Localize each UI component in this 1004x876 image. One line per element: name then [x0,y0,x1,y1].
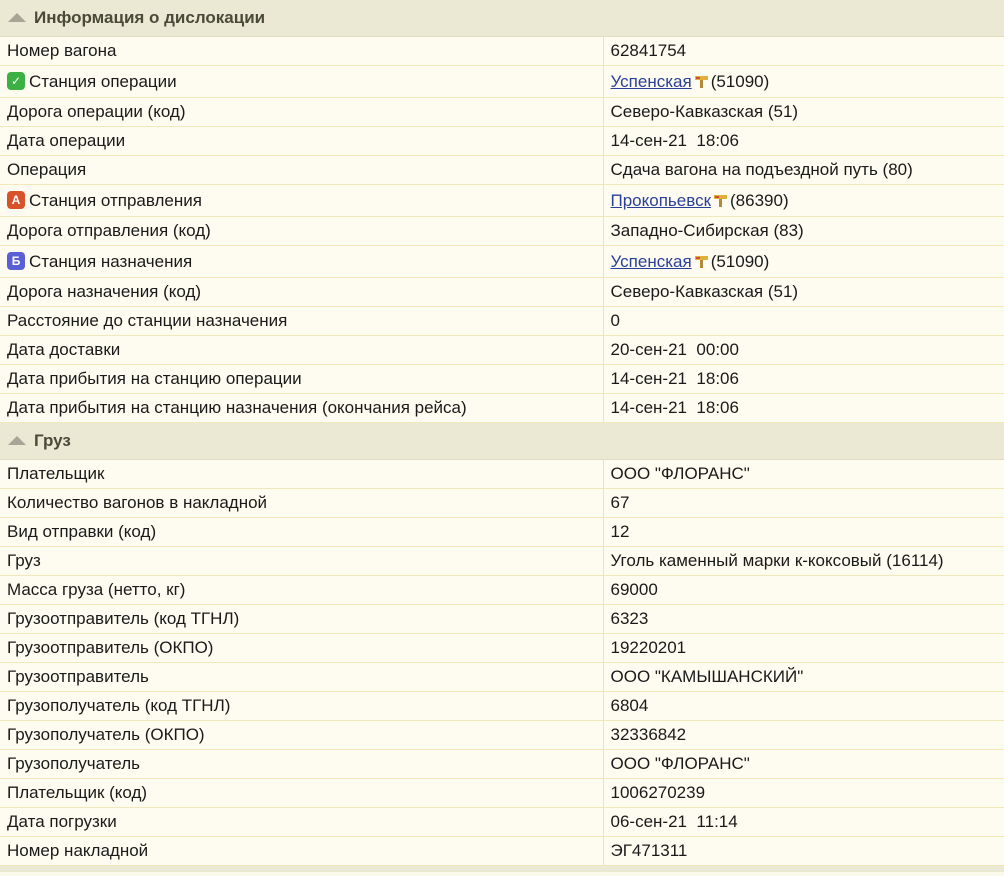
table-row [0,217,1004,246]
table-row [0,336,1004,365]
table-row [0,605,1004,634]
row-label: Операция [0,156,603,185]
row-label: Грузополучатель [0,750,603,779]
table-row [0,721,1004,750]
row-value: 1006270239 [603,779,1004,808]
row-value: ООО "КАМЫШАНСКИЙ" [603,663,1004,692]
table-row [0,547,1004,576]
row-label-text: Станция отправления [29,191,202,210]
table-row [0,246,1004,278]
row-value: 69000 [603,576,1004,605]
row-value [603,185,1004,217]
hammer-icon[interactable] [713,194,728,207]
row-label: Номер вагона [0,37,603,66]
row-value: Западно-Сибирская (83) [603,217,1004,246]
table-row [0,808,1004,837]
row-value: Северо-Кавказская (51) [603,278,1004,307]
row-value: 6323 [603,605,1004,634]
row-label [0,246,603,278]
row-label: Грузоотправитель [0,663,603,692]
row-label: Расстояние до станции назначения [0,307,603,336]
row-value: Сдача вагона на подъездной путь (80) [603,156,1004,185]
table-row [0,837,1004,866]
row-value: 6804 [603,692,1004,721]
row-value [603,66,1004,98]
table-row [0,127,1004,156]
table-row [0,365,1004,394]
table-row [0,278,1004,307]
hammer-icon[interactable] [694,75,709,88]
row-label: Плательщик [0,460,603,489]
row-label: Номер накладной [0,837,603,866]
table-row [0,37,1004,66]
row-label: Дорога отправления (код) [0,217,603,246]
row-value: 62841754 [603,37,1004,66]
row-label: Дорога назначения (код) [0,278,603,307]
table-row [0,66,1004,98]
table-row [0,394,1004,423]
row-value: 12 [603,518,1004,547]
row-label: Дорога операции (код) [0,98,603,127]
letter-b-icon: Б [7,252,25,270]
row-label: Дата погрузки [0,808,603,837]
row-value: ЭГ471311 [603,837,1004,866]
table-row [0,576,1004,605]
row-value: 32336842 [603,721,1004,750]
row-label: Грузоотправитель (ОКПО) [0,634,603,663]
row-label: Дата операции [0,127,603,156]
row-value: 67 [603,489,1004,518]
row-value: Северо-Кавказская (51) [603,98,1004,127]
next-section-strip [0,866,1004,872]
row-value: Уголь каменный марки к-коксовый (16114) [603,547,1004,576]
row-label: Дата доставки [0,336,603,365]
station-code: (51090) [710,252,770,271]
row-label: Плательщик (код) [0,779,603,808]
table-row [0,98,1004,127]
station-link[interactable]: Успенская [610,72,692,91]
table-row [0,750,1004,779]
collapse-triangle-icon[interactable] [8,13,26,22]
section-title: Груз [34,431,71,450]
row-value: ООО "ФЛОРАНС" [603,460,1004,489]
row-value: ООО "ФЛОРАНС" [603,750,1004,779]
row-label [0,66,603,98]
cargo-table [0,460,1004,866]
check-icon: ✓ [7,72,25,90]
collapse-triangle-icon[interactable] [8,436,26,445]
station-code: (51090) [710,72,770,91]
row-value: 06-сен-21 11:14 [603,808,1004,837]
section-header-dislocation[interactable] [0,0,1004,37]
table-row [0,307,1004,336]
dislocation-table [0,37,1004,423]
row-value: 14-сен-21 18:06 [603,394,1004,423]
row-label: Груз [0,547,603,576]
table-row [0,692,1004,721]
row-label: Дата прибытия на станцию назначения (окончания рейса) [0,394,603,423]
row-value: 20-сен-21 00:00 [603,336,1004,365]
table-row [0,460,1004,489]
row-label: Грузополучатель (код ТГНЛ) [0,692,603,721]
table-row [0,779,1004,808]
table-row [0,663,1004,692]
hammer-icon[interactable] [694,255,709,268]
row-label: Грузополучатель (ОКПО) [0,721,603,750]
row-label: Количество вагонов в накладной [0,489,603,518]
table-row [0,185,1004,217]
table-row [0,489,1004,518]
row-label [0,185,603,217]
table-row [0,156,1004,185]
row-value [603,246,1004,278]
row-value: 14-сен-21 18:06 [603,365,1004,394]
row-value: 14-сен-21 18:06 [603,127,1004,156]
table-row [0,518,1004,547]
row-label-text: Станция назначения [29,252,193,271]
row-label: Дата прибытия на станцию операции [0,365,603,394]
row-value: 19220201 [603,634,1004,663]
table-row [0,634,1004,663]
row-label: Вид отправки (код) [0,518,603,547]
row-label: Грузоотправитель (код ТГНЛ) [0,605,603,634]
station-link[interactable]: Успенская [610,252,692,271]
section-title: Информация о дислокации [34,8,266,27]
section-header-cargo[interactable] [0,423,1004,460]
letter-a-icon: А [7,191,25,209]
row-label: Масса груза (нетто, кг) [0,576,603,605]
station-link[interactable]: Прокопьевск [610,191,712,210]
row-value: 0 [603,307,1004,336]
row-label-text: Станция операции [29,72,177,91]
station-code: (86390) [730,191,789,210]
